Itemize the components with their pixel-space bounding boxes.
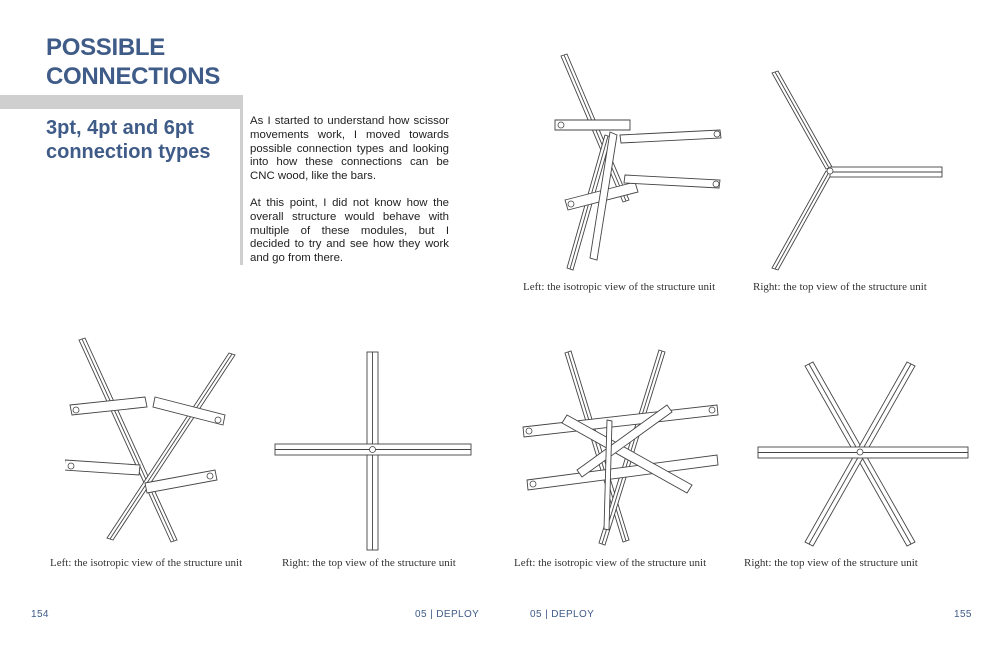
caption-6pt-right: Right: the top view of the structure unit bbox=[744, 557, 918, 569]
title-line-2: CONNECTIONS bbox=[46, 63, 221, 90]
six-point-isometric-drawing bbox=[517, 345, 732, 550]
subtitle bbox=[46, 116, 210, 164]
scissor-bar bbox=[523, 405, 718, 437]
three-point-isometric-drawing bbox=[535, 50, 750, 275]
four-point-isometric-drawing bbox=[65, 335, 245, 550]
scissor-bar bbox=[65, 460, 140, 475]
three-point-top-drawing bbox=[760, 65, 950, 275]
scissor-bar bbox=[772, 171, 832, 270]
subtitle-line-2: connection types bbox=[46, 141, 211, 163]
body-text bbox=[250, 115, 449, 279]
scissor-bar bbox=[555, 120, 630, 130]
six-point-top-drawing bbox=[755, 360, 970, 550]
text-divider-bar bbox=[240, 109, 243, 265]
caption-4pt-left: Left: the isotropic view of the structure unit bbox=[50, 557, 243, 569]
pivot-joint bbox=[370, 447, 376, 453]
right-section-label: 05 | DEPLOY bbox=[530, 609, 595, 620]
caption-3pt-right: Right: the top view of the structure unit bbox=[753, 281, 927, 293]
title-line-1: POSSIBLE bbox=[46, 34, 165, 61]
pivot-joint bbox=[827, 168, 833, 174]
body-paragraph-2: At this point, I did not know how the overall structure would behave with multiple of these modules, but I decided to try and see how they work and go from there. bbox=[250, 196, 449, 265]
scissor-bar bbox=[620, 130, 721, 143]
subtitle-line-1: 3pt, 4pt and 6pt bbox=[46, 117, 194, 139]
left-section-label: 05 | DEPLOY bbox=[415, 609, 480, 620]
body-paragraph-1: As I started to understand how scissor movements work, I moved towards possible connection types and looking into how these connections can be CNC wood, like the bars. bbox=[250, 115, 449, 183]
scissor-bar bbox=[772, 71, 832, 169]
caption-6pt-left: Left: the isotropic view of the structure unit bbox=[514, 557, 707, 569]
scissor-bar bbox=[624, 175, 720, 188]
scissor-bar bbox=[107, 353, 235, 540]
caption-4pt-right: Right: the top view of the structure unit bbox=[282, 557, 456, 569]
four-point-top-drawing bbox=[272, 350, 477, 555]
scissor-bar bbox=[830, 167, 942, 177]
caption-3pt-left: Left: the isotropic view of the structure unit bbox=[523, 281, 716, 293]
title-underline-band bbox=[0, 95, 243, 109]
page-title bbox=[46, 33, 220, 91]
right-page-number: 155 bbox=[954, 609, 972, 620]
pivot-joint bbox=[857, 449, 863, 455]
left-page-number: 154 bbox=[31, 609, 49, 620]
